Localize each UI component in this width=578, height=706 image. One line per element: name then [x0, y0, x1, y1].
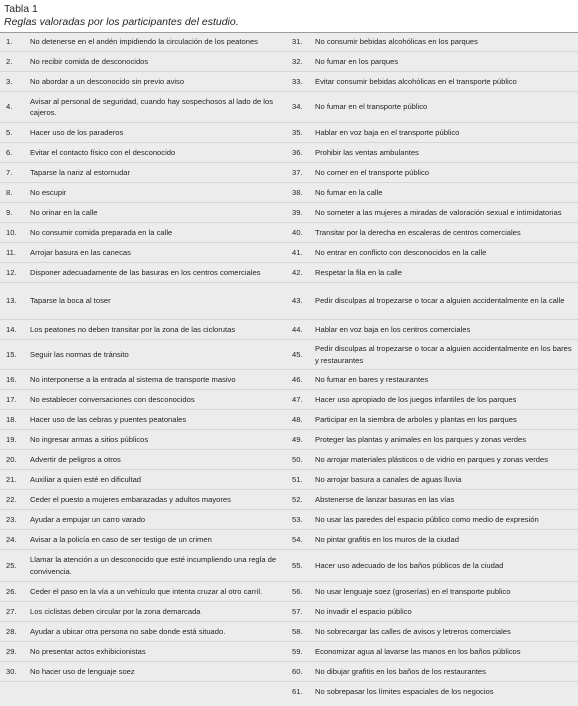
table-row — [0, 510, 578, 530]
rule-text-left: Ayudar a ubicar otra persona no sabe donde está situado. — [30, 626, 226, 636]
table-row — [0, 223, 578, 243]
table-row — [0, 203, 578, 223]
rule-text-right: Participar en la siembra de arboles y plantas en los parques — [315, 414, 517, 424]
rule-text-left: No abordar a un desconocido sin previo aviso — [30, 76, 185, 86]
table-row — [0, 450, 578, 470]
rule-number-left: 16. — [6, 374, 17, 384]
rule-text-right: Hacer uso apropiado de los juegos infantiles de los parques — [315, 394, 517, 404]
rule-number-left: 9. — [6, 207, 13, 217]
rule-number-left: 24. — [6, 534, 17, 544]
rule-text-left: No escupir — [30, 187, 67, 197]
rule-number-right: 33. — [292, 76, 303, 86]
rule-text-left: No establecer conversaciones con desconocidos — [30, 394, 195, 404]
rule-text-left: Ceder el puesto a mujeres embarazadas y adultos mayores — [30, 494, 231, 504]
table-row — [0, 143, 578, 163]
rule-text-left: No interponerse a la entrada al sistema de transporte masivo — [30, 374, 236, 384]
table-row — [0, 340, 578, 370]
table-row — [0, 320, 578, 340]
rule-number-left: 26. — [6, 586, 17, 596]
table-row — [0, 163, 578, 183]
rule-text-right: Proteger las plantas y animales en los parques y zonas verdes — [315, 434, 527, 444]
rule-number-left: 20. — [6, 454, 17, 464]
rule-number-left: 14. — [6, 324, 17, 334]
rule-number-right: 34. — [292, 102, 303, 112]
rule-text-right: No sobrepasar los límites espaciales de los negocios — [315, 687, 494, 697]
rule-text-right: Prohibir las ventas ambulantes — [315, 147, 419, 157]
rule-text-right: Economizar agua al lavarse las manos en los baños públicos — [315, 646, 521, 656]
rules-table — [0, 32, 578, 706]
rule-number-right: 56. — [292, 586, 303, 596]
rule-number-left: 23. — [6, 514, 17, 524]
rule-number-right: 37. — [292, 167, 303, 177]
rule-text-right: Hacer uso adecuado de los baños públicos de la ciudad — [315, 560, 504, 570]
table-row — [0, 52, 578, 72]
table-subtitle: Reglas valoradas por los participantes del estudio. — [4, 16, 239, 28]
rule-text-left: Evitar el contacto físico con el desconocido — [30, 147, 176, 157]
rule-text-right: No sobrecargar las calles de avisos y letreros comerciales — [315, 626, 511, 636]
rule-text-left: Hacer uso de las cebras y puentes peatonales — [30, 414, 187, 424]
rule-number-right: 60. — [292, 666, 303, 676]
rule-number-left: 27. — [6, 606, 17, 616]
rule-text-right: No comer en el transporte público — [315, 167, 429, 177]
table-row — [0, 602, 578, 622]
rule-number-right: 46. — [292, 374, 303, 384]
rule-number-left: 21. — [6, 474, 17, 484]
rule-number-right: 53. — [292, 514, 303, 524]
rule-number-left: 25. — [6, 560, 17, 570]
rule-number-left: 5. — [6, 127, 13, 137]
rule-text-right: No arrojar materiales plásticos o de vidrio en parques y zonas verdes — [315, 454, 548, 464]
rule-number-right: 36. — [292, 147, 303, 157]
rule-number-right: 57. — [292, 606, 303, 616]
rule-text-right: No fumar en bares y restaurantes — [315, 374, 429, 384]
table-row — [0, 470, 578, 490]
rule-number-right: 42. — [292, 267, 303, 277]
table-row — [0, 370, 578, 390]
rule-number-left — [6, 682, 26, 702]
table-row — [0, 582, 578, 602]
rule-text-left: No consumir comida preparada en la calle — [30, 227, 173, 237]
rule-number-left: 18. — [6, 414, 17, 424]
rule-number-right: 38. — [292, 187, 303, 197]
rule-number-left: 6. — [6, 147, 13, 157]
rule-text-left: No hacer uso de lenguaje soez — [30, 666, 135, 676]
rule-number-left: 28. — [6, 626, 17, 636]
table-row — [0, 72, 578, 92]
rule-number-right: 43. — [292, 296, 303, 306]
rule-number-left: 8. — [6, 187, 13, 197]
rule-text-left: No presentar actos exhibicionistas — [30, 646, 146, 656]
rule-number-left: 19. — [6, 434, 17, 444]
rule-text-left: No orinar en la calle — [30, 207, 98, 217]
rule-number-left: 1. — [6, 37, 13, 47]
rule-text-right: No usar las paredes del espacio público como medio de expresión — [315, 514, 539, 524]
rule-number-left: 10. — [6, 227, 17, 237]
rule-number-left: 30. — [6, 666, 17, 676]
rule-text-left: Arrojar basura en las canecas — [30, 247, 131, 257]
table-row — [0, 410, 578, 430]
rule-text-right: Abstenerse de lanzar basuras en las vías — [315, 494, 455, 504]
rule-text-left: Disponer adecuadamente de las basuras en los centros comerciales — [30, 267, 261, 277]
rule-number-right: 35. — [292, 127, 303, 137]
table-row — [0, 430, 578, 450]
table-title: Tabla 1 — [4, 3, 38, 15]
rule-text-left: Los ciclistas deben circular por la zona demarcada — [30, 606, 201, 616]
rule-text-left: Llamar la atención a un desconocido que esté incumpliendo una regla de convivencia. — [30, 555, 277, 576]
rule-number-right: 31. — [292, 37, 303, 47]
rule-number-left: 29. — [6, 646, 17, 656]
rule-text-right: Hablar en voz baja en los centros comerciales — [315, 324, 471, 334]
rule-text-right: No fumar en la calle — [315, 187, 383, 197]
table-row — [0, 33, 578, 52]
rule-number-right: 41. — [292, 247, 303, 257]
rule-number-right: 32. — [292, 56, 303, 66]
rule-text-right: No entrar en conflicto con desconocidos en la calle — [315, 247, 487, 257]
rule-number-right: 59. — [292, 646, 303, 656]
rule-text-right: Pedir disculpas al tropezarse o tocar a alguien accidentalmente en la calle — [315, 296, 565, 306]
rule-text-left: No detenerse en el andén impidiendo la circulación de los peatones — [30, 37, 258, 47]
rule-number-right: 52. — [292, 494, 303, 504]
rule-text-right: No dibujar grafitis en los baños de los restaurantes — [315, 666, 486, 676]
rule-text-left: Los peatones no deben transitar por la zona de las ciclorutas — [30, 324, 236, 334]
table-row — [0, 390, 578, 410]
rule-text-right: No pintar grafitis en los muros de la ciudad — [315, 534, 459, 544]
rule-text-left: Ceder el paso en la vía a un vehículo que intenta cruzar al otro carril. — [30, 586, 263, 596]
rule-text-left: Auxiliar a quien esté en dificultad — [30, 474, 142, 484]
rule-text-right: No consumir bebidas alcohólicas en los parques — [315, 37, 478, 47]
rule-text-right: Hablar en voz baja en el transporte público — [315, 127, 460, 137]
rule-text-right: No usar lenguaje soez (groserías) en el transporte publico — [315, 586, 511, 596]
rule-number-right: 39. — [292, 207, 303, 217]
rule-number-left: 15. — [6, 349, 17, 359]
rule-text-right: No invadir el espacio público — [315, 606, 412, 616]
rule-text-right: No fumar en los parques — [315, 56, 399, 66]
rule-number-right: 50. — [292, 454, 303, 464]
table-row — [0, 243, 578, 263]
rule-text-right: Transitar por la derecha en escaleras de centros comerciales — [315, 227, 521, 237]
table-row — [0, 682, 578, 702]
table-row — [0, 642, 578, 662]
rule-text-right: Respetar la fila en la calle — [315, 267, 402, 277]
rule-text-right: Evitar consumir bebidas alcohólicas en el transporte público — [315, 76, 517, 86]
rule-text-left: Avisar al personal de seguridad, cuando hay sospechosos al lado de los cajeros. — [30, 96, 274, 117]
table-row — [0, 490, 578, 510]
rule-number-left: 12. — [6, 267, 17, 277]
rule-text-left: Seguir las normas de tránsito — [30, 349, 129, 359]
rule-text-left: No ingresar armas a sitios públicos — [30, 434, 149, 444]
rule-number-left: 17. — [6, 394, 17, 404]
rule-text-left: Taparse la boca al toser — [30, 296, 111, 306]
rule-text-left: Taparse la nariz al estornudar — [30, 167, 131, 177]
rule-text-left: Hacer uso de los paraderos — [30, 127, 124, 137]
table-row — [0, 550, 578, 582]
rule-number-left: 22. — [6, 494, 17, 504]
rule-number-right: 54. — [292, 534, 303, 544]
table-row — [0, 123, 578, 143]
rule-number-left: 11. — [6, 247, 16, 257]
rule-text-left: Avisar a la policía en caso de ser testigo de un crimen — [30, 534, 212, 544]
rule-text-left — [30, 682, 285, 702]
table-row — [0, 283, 578, 320]
rule-text-left: Advertir de peligros a otros — [30, 454, 121, 464]
rule-number-right: 49. — [292, 434, 303, 444]
table-row — [0, 530, 578, 550]
rule-number-left: 2. — [6, 56, 13, 66]
rule-text-right: No arrojar basura a canales de aguas lluvia — [315, 474, 462, 484]
table-row — [0, 662, 578, 682]
rule-number-right: 48. — [292, 414, 303, 424]
rule-number-left: 13. — [6, 296, 17, 306]
rule-number-right: 45. — [292, 349, 303, 359]
rule-number-right: 51. — [292, 474, 303, 484]
rule-number-left: 3. — [6, 76, 13, 86]
rule-number-right: 47. — [292, 394, 303, 404]
rule-number-right: 61. — [292, 687, 303, 697]
rule-text-left: Ayudar a empujar un carro varado — [30, 514, 146, 524]
table-row — [0, 92, 578, 123]
rule-text-right: No someter a las mujeres a miradas de valoración sexual e intimidatorias — [315, 207, 562, 217]
rule-number-right: 44. — [292, 324, 303, 334]
rule-text-right: Pedir disculpas al tropezarse o tocar a alguien accidentalmente en los bares y restaurantes — [315, 344, 572, 365]
rule-number-left: 7. — [6, 167, 13, 177]
table-row — [0, 263, 578, 283]
rule-number-left: 4. — [6, 102, 13, 112]
table-row — [0, 622, 578, 642]
rule-text-right: No fumar en el transporte público — [315, 102, 428, 112]
rule-number-right: 58. — [292, 626, 303, 636]
table-row — [0, 183, 578, 203]
rule-text-left: No recibir comida de desconocidos — [30, 56, 149, 66]
rule-number-right: 55. — [292, 560, 303, 570]
rule-number-right: 40. — [292, 227, 303, 237]
